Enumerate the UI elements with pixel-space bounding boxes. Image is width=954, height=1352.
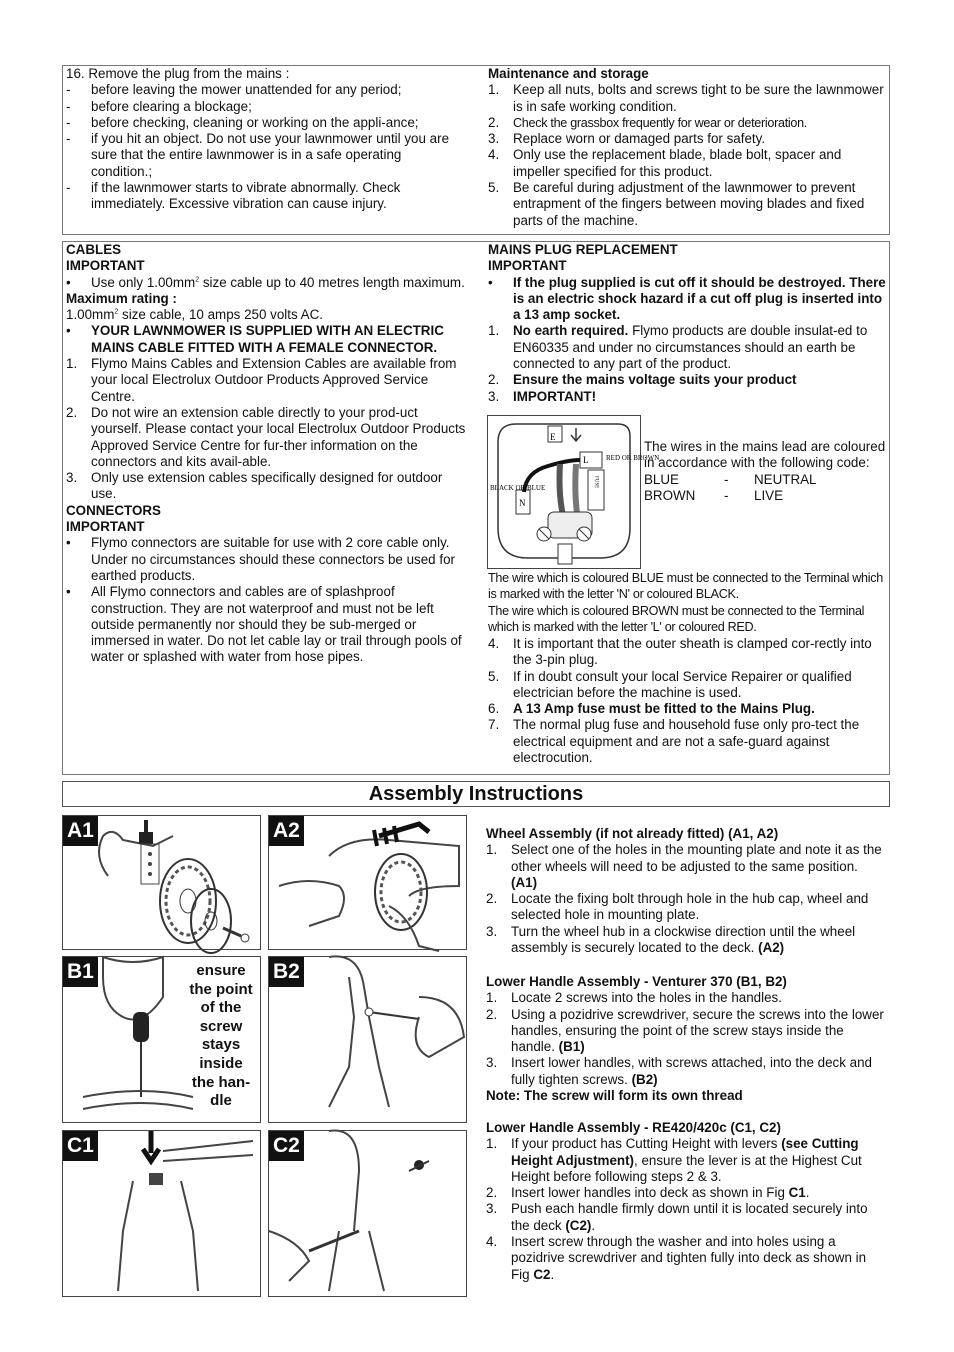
wheel-assembly-section: Wheel Assembly (if not already fitted) (A1, A2) 1. Select one of the holes in the mounting plate and note it as the other wheels will need to be adjusted to the same position. (A1) 2. Locate the fixing bolt through hole in the hub cap, wheel and selected hole in mounting plate. 3. Turn the wheel hub in a clockwise direction until the wheel assembly is securely located to the deck. (A2): [486, 826, 886, 956]
terminal-e-label: E: [550, 432, 556, 442]
figure-label: A1: [63, 816, 98, 846]
list-item: Replace worn or damaged parts for safety.: [513, 131, 766, 147]
plug-heading: MAINS PLUG REPLACEMENT: [488, 242, 678, 257]
terminal-l-label: L: [583, 455, 589, 465]
figure-label: C1: [63, 1131, 98, 1161]
connectors-heading: CONNECTORS: [66, 502, 161, 518]
caps-note: YOUR LAWNMOWER IS SUPPLIED WITH AN ELECTRIC MAINS CABLE FITTED WITH A FEMALE CONNECTOR.: [91, 323, 444, 355]
cables-heading: CABLES: [66, 242, 122, 257]
remove-plug-lead: 16. Remove the plug from the mains :: [66, 66, 290, 81]
figure-a1: [62, 815, 261, 950]
wire-colour-code: The wires in the mains lead are coloured in accordance with the following code: BLUE - NEUTRAL BROWN - LIVE: [644, 439, 886, 503]
list-item: Flymo Mains Cables and Extension Cables are available from your local Electrolux Outdoor Products Approved Service Centre.: [91, 356, 457, 404]
figure-label: C2: [269, 1131, 304, 1161]
list-item: if the lawnmower starts to vibrate abnormally. Check immediately. Excessive vibration can cause injury.: [91, 180, 401, 212]
list-item: before leaving the mower unattended for any period;: [91, 82, 402, 98]
list-item: Locate the fixing bolt through hole in the hub cap, wheel and selected hole in mounting plate.: [511, 891, 869, 923]
list-item: Ensure the mains voltage suits your product: [513, 372, 797, 388]
figure-b1: [62, 956, 261, 1123]
list-item: Using a pozidrive screwdriver, secure the screws into the lower handles, ensuring the point of the screw stays inside the handle. (B1): [511, 1006, 884, 1055]
max-rating-label: Maximum rating :: [66, 290, 177, 306]
list-item: Turn the wheel hub in a clockwise direction until the wheel assembly is securely located to the deck. (A2): [511, 923, 856, 956]
list-item: If the plug supplied is cut off it should be destroyed. There is an electric shock hazard if a cut off plug is inserted into a 13 amp socket.: [513, 274, 886, 323]
list-item: Be careful during adjustment of the lawnmower to prevent entrapment of the fingers between moving blades and fixed parts of the machine.: [513, 180, 865, 228]
figure-c2: [268, 1130, 467, 1297]
list-item: All Flymo connectors and cables are of splashproof construction. They are not waterproof and must not be left outside permanently nor should they be sub-merged or immersed in water. Do not let cable lay or trail through pools of water or splashed with water from hose pipes.: [91, 584, 462, 665]
list-item: Insert screw through the washer and into holes using a pozidrive screwdriver and tighten fully into deck as shown in Fig C2.: [511, 1234, 867, 1282]
list-item: Insert lower handles, with screws attached, into the deck and fully tighten screws. (B2): [511, 1055, 872, 1087]
max-rating-value: $1.00mm^2$ size cable, 10 amps 250 volts AC.: [66, 307, 323, 323]
list-item: before clearing a blockage;: [91, 98, 252, 114]
terminal-n-label: N: [519, 498, 526, 508]
venturer-heading: Lower Handle Assembly - Venturer 370 (B1, B2): [486, 974, 787, 989]
wiring-rules: [488, 570, 886, 635]
thread-note: Note: The screw will form its own thread: [486, 1088, 743, 1104]
list-item: if you hit an object. Do not use your lawnmower until you are sure that the entire lawnmower is in a safe operating condition.;: [91, 131, 450, 179]
list-item: If your product has Cutting Height with levers (see Cutting Height Adjustment), ensure the lever is at the Highest Cut Height before following steps 2 & 3.: [511, 1136, 862, 1184]
b1-note: ensure the point of the screw stays inside the han- dle: [189, 962, 253, 1110]
list-item: No earth required. Flymo products are double insulat-ed to EN60335 and under no circumstances should an earth be connected to any part of the product.: [513, 323, 868, 372]
figure-a2: [268, 815, 467, 950]
fuse-label: FUSE: [593, 476, 599, 489]
plug-items-4-7: 4. It is important that the outer sheath is clamped cor-rectly into the 3-pin plug. 5. If in doubt consult your local Service Repairer or qualified electrician before the machine is used. 6. A 13 Amp fuse must be fitted to the Mains Plug. 7. The normal plug fuse and household fuse only pro-tect the electrical equipment and are not a safe-guard against electrocution.: [488, 636, 886, 766]
wheel-heading: Wheel Assembly (if not already fitted) (A1, A2): [486, 826, 779, 841]
figure-label: B1: [63, 957, 98, 987]
figure-c1: [62, 1130, 261, 1297]
figure-label: B2: [269, 957, 304, 987]
important-label: IMPORTANT: [66, 519, 145, 535]
list-item: Locate 2 screws into the holes in the handles.: [511, 990, 782, 1006]
figure-label: A2: [269, 816, 304, 846]
wires-text: The wires in the mains lead are coloured in accordance with the following code:: [644, 439, 886, 471]
cables-section: CABLES IMPORTANT • Use only $1.00mm^2$ size cable up to 40 metres length maximum. Maximum rating : $1.00mm^2$ size cable, 10 amps 250 volts AC. • YOUR LAWNMOWER IS SUPPLIED WITH AN ELECTRIC MAINS CABLE FITTED WITH A FEMALE CONNECTOR. 1. Flymo Mains Cables and Extension Cables are available from your local Electrolux Outdoor Products Approved Service Centre. 2. Do not wire an extension cable directly to your prod-uct yourself. Please contact your local Electrolux Outdoor Products Approved Service Centre for fur-ther information on the connectors and kits avail-able. 3. Only use extension cables specifically designed for outdoor use. CONNECTORS IMPORTANT • Flymo connectors are suitable for use with 2 core cable only. Under no circumstances should these connectors be used for earthed products. • All Flymo connectors and cables are of splashproof construction. They are not waterproof and must not be left outside permanently nor should they be sub-merged or immersed in water. Do not let cable lay or trail through pools of water or splashed with water from hose pipes.: [66, 242, 466, 665]
list-item: Only use extension cables specifically designed for outdoor use.: [91, 470, 443, 502]
list-item: Push each handle firmly down until it is located securely into the deck (C2).: [511, 1201, 868, 1233]
list-item: Insert lower handles into deck as shown in Fig C1.: [511, 1185, 810, 1201]
plug-wiring-diagram: [487, 415, 660, 569]
plug-section: MAINS PLUG REPLACEMENT IMPORTANT • If the plug supplied is cut off it should be destroyed. There is an electric shock hazard if a cut off plug is inserted into a 13 amp socket. 1. No earth required. Flymo products are double insulat-ed to EN60335 and under no circumstances should an earth be connected to any part of the product. 2. Ensure the mains voltage suits your product 3. IMPORTANT!: [488, 242, 886, 404]
important-label: IMPORTANT: [488, 258, 567, 274]
list-item: Do not wire an extension cable directly to your prod-uct yourself. Please contact your local Electrolux Outdoor Products Approved Service Centre for fur-ther information on the connectors and kits avail-able.: [91, 404, 466, 469]
re420-heading: Lower Handle Assembly - RE420/420c (C1, C2): [486, 1120, 781, 1135]
list-item: Use only $1.00mm^2$ size cable up to 40 metres length maximum.: [91, 274, 465, 290]
figure-b2: [268, 956, 467, 1123]
list-item: Only use the replacement blade, blade bolt, spacer and impeller specified for this product.: [513, 147, 842, 179]
brown-rule: The wire which is coloured BROWN must be connected to the Terminal which is marked with the letter 'L' or coloured RED.: [488, 603, 865, 634]
list-item: The normal plug fuse and household fuse only pro-tect the electrical equipment and are not a safe-guard against electrocution.: [513, 717, 860, 766]
list-item: IMPORTANT!: [513, 388, 597, 404]
list-item: It is important that the outer sheath is clamped cor-rectly into the 3-pin plug.: [513, 636, 872, 668]
list-item: Flymo connectors are suitable for use with 2 core cable only. Under no circumstances should these connectors be used for earthed products.: [91, 535, 455, 583]
red-or-brown-label: RED OR BROWN: [606, 454, 660, 462]
list-item: If in doubt consult your local Service Repairer or qualified electrician before the machine is used.: [513, 668, 852, 700]
lower-handle-re420-section: Lower Handle Assembly - RE420/420c (C1, C2) 1. If your product has Cutting Height with levers (see Cutting Height Adjustment), ensure the lever is at the Highest Cut Height before following steps 2 & 3. 2. Insert lower handles into deck as shown in Fig C1. 3. Push each handle firmly down until it is located securely into the deck (C2). 4. Insert screw through the washer and into holes using a pozidrive screwdriver and tighten fully into deck as shown in Fig C2.: [486, 1120, 886, 1283]
maintenance-section: Maintenance and storage 1. Keep all nuts, bolts and screws tight to be sure the lawnmower is in safe working condition. 2. Check the grassbox frequently for wear or deterioration. 3. Replace worn or damaged parts for safety. 4. Only use the replacement blade, blade bolt, spacer and impeller specified for this product. 5. Be careful during adjustment of the lawnmower to prevent entrapment of the fingers between moving blades and fixed parts of the machine.: [488, 66, 886, 229]
blue-rule: The wire which is coloured BLUE must be connected to the Terminal which is marked with the letter 'N' or coloured BLACK.: [488, 571, 883, 602]
list-item: before checking, cleaning or working on the appli-ance;: [91, 114, 419, 130]
list-item: Check the grassbox frequently for wear or deterioration.: [513, 115, 808, 130]
important-label: IMPORTANT: [66, 258, 145, 274]
assembly-title: Assembly Instructions: [62, 781, 890, 807]
black-or-blue-label: BLACK OR BLUE: [490, 484, 546, 492]
remove-plug-list: 16. Remove the plug from the mains : - before leaving the mower unattended for any period; - before clearing a blockage; - before checking, cleaning or working on the appli-ance; - if you hit an object. Do not use your lawnmower until you are sure that the entire lawnmower is in a safe operating condition.; - if the lawnmower starts to vibrate abnormally. Check immediately. Excessive vibration can cause injury.: [66, 66, 466, 213]
list-item: A 13 Amp fuse must be fitted to the Mains Plug.: [513, 701, 815, 717]
lower-handle-venturer-section: Lower Handle Assembly - Venturer 370 (B1, B2) 1. Locate 2 screws into the holes in the handles. 2. Using a pozidrive screwdriver, secure the screws into the lower handles, ensuring the point of the screw stays inside the handle. (B1) 3. Insert lower handles, with screws attached, into the deck and fully tighten screws. (B2) Note: The screw will form its own thread: [486, 974, 886, 1104]
maintenance-heading: Maintenance and storage: [488, 66, 649, 81]
plug-diagram-svg: [488, 416, 660, 568]
list-item: Keep all nuts, bolts and screws tight to be sure the lawnmower is in safe working condition.: [513, 82, 884, 114]
list-item: Select one of the holes in the mounting plate and note it as the other wheels will need to be adjusted to the same position. (A1): [511, 842, 882, 890]
